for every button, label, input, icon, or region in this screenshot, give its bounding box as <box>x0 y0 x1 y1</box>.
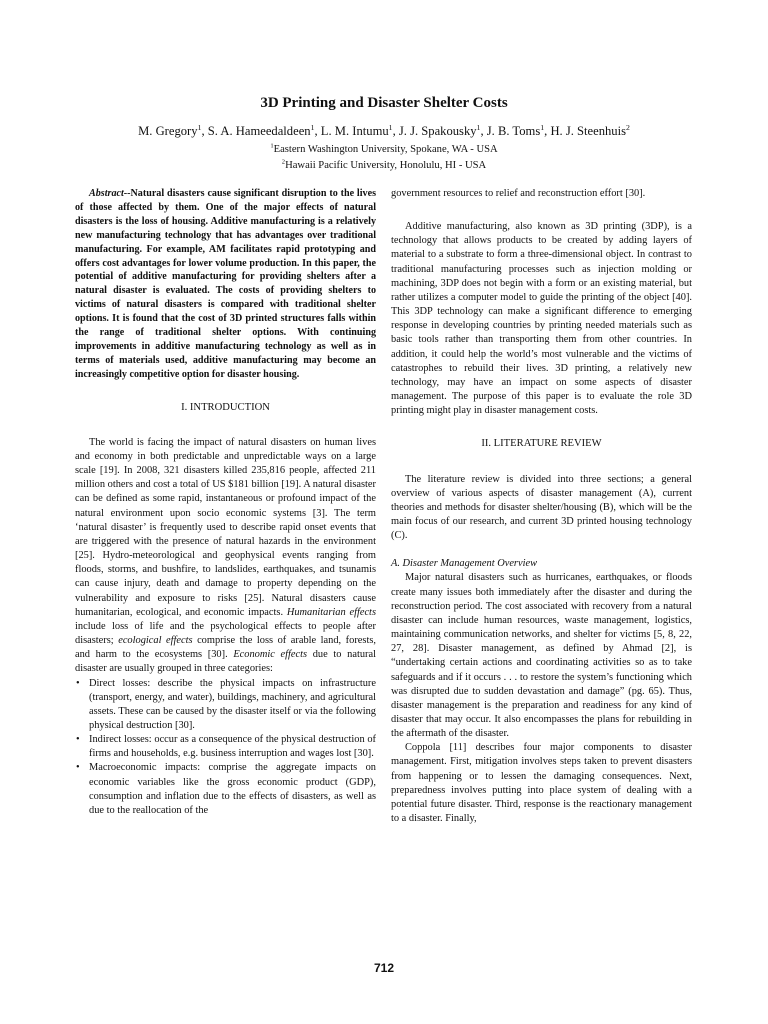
author: J. B. Toms$^1$ <box>486 122 545 138</box>
author: M. Gregory$^1$ <box>138 122 202 138</box>
author-list: M. Gregory$^1$, S. A. Hameedaldeen$^1$, L. M. Intumu$^1$, J. J. Spakousky$^1$, J. B. Toms$^1$, H. J. Steenhuis$^2$ <box>138 122 630 138</box>
subsection-heading: A. Disaster Management Overview <box>391 558 538 570</box>
body-paragraph: The literature review is divided into three sections; a general overview of various aspects of disaster management (A), current theories and methods for disaster shelter/housing (B), which will be the main focus of our research, and current 3D printed housing technology (C). <box>391 473 692 542</box>
affiliation-1: $^1$Eastern Washington University, Spokane, WA - USA <box>270 142 498 155</box>
economic-effects-list <box>75 677 376 819</box>
list-item: • Macroeconomic impacts: comprise the aggregate impacts on economic variables like the gross economic product (GDP), consumption and inflation due to the effects of disasters, as well as due to the reallocation of the <box>75 761 376 818</box>
continued-paragraph: government resources to relief and reconstruction effort [30]. <box>391 188 646 199</box>
page-number: 712 <box>373 961 395 975</box>
author: H. J. Steenhuis$^2$ <box>550 122 630 138</box>
intro-paragraph: The world is facing the impact of natural disasters on human lives and economy in both predictable and unpredictable ways on a large scale [19]. In 2008, 321 disasters killed 235,816 people, affected 211 million others and cost a total of US $181 billion [19]. A natural disaster can be defined as some rapid, instantaneous or profound impact of the natural environment upon socio economic systems [3]. The term ‘natural disaster’ is frequently used to describe rapid onset events that are triggered with the presence of natural hazards in the environment [25]. Hydro-meteorological and geophysical events ranging from floods, storms, and bushfire, to landslides, earthquakes, and tsunamis can cause injury, death and damage to property depending on the vulnerability and exposure to risks [25]. Natural disasters cause humanitarian, ecological, and economic impacts. Humanitarian effects include loss of life and the psychological effects to people after disasters; ecological effects comprise the loss of arable land, forests, and harm to the ecosystems [30]. Economic effects due to natural disaster are usually grouped in three categories: <box>75 436 376 675</box>
list-item: • Indirect losses: occur as a consequence of the physical destruction of firms and households, e.g. business interruption and wages lost [30]. <box>75 733 376 761</box>
affiliation-2: $^2$Hawaii Pacific University, Honolulu, HI - USA <box>281 158 487 171</box>
author: S. A. Hameedaldeen$^1$ <box>207 122 315 138</box>
author: J. J. Spakousky$^1$ <box>398 122 481 138</box>
left-column <box>75 187 376 818</box>
body-paragraph: Additive manufacturing, also known as 3D printing (3DP), is a technology that allows products to be created by adding layers of material to a substrate to form a three-dimensional object. In contrast to traditional manufacturing processes such as injection molding or machining, 3DP does not begin with a form or an existing material, but rather utilizes a computer model to guide the printing of the object [40]. This 3DP technology can make a significant difference to emerging response in developing countries by printing needed materials such as basic tools rather than transporting them from other countries. In addition, it could help the world’s most vulnerable and the victims of catastrophes to rebuild their lives. 3D printing, a relatively new technology, may have an impact on some aspects of disaster management. The purpose of this paper is to evaluate the role 3D printing might play in disaster management costs. <box>391 221 692 417</box>
right-column <box>391 187 692 826</box>
paper-title: 3D Printing and Disaster Shelter Costs <box>260 95 508 111</box>
author: L. M. Intumu$^1$ <box>320 122 393 138</box>
body-paragraph: Coppola [11] describes four major components to disaster management. First, mitigation involves steps taken to prevent disasters from happening or to lessen the damaging consequences. Next, preparedness involves putting into place system of dealing with a potential future disaster. Third, response is the reactionary management to a disaster. Finally, <box>391 742 692 825</box>
abstract: Abstract--Natural disasters cause significant disruption to the lives of those affected by them. One of the major effects of natural disasters is the loss of housing. Additive manufacturing is a relatively new manufacturing technology that has advantages over traditional manufacturing. For example, AM facilitates rapid prototyping and offers cost advantages for lower volume production. In this paper, the potential of additive manufacturing for providing shelters after a natural disaster is evaluated. The costs of providing shelters to victims of natural disasters is compared with traditional shelter options. It is found that the cost of 3D printed structures falls within the range of traditional shelter options. With continuing improvements in additive manufacturing technology as well as in terms of materials used, additive manufacturing may become an increasingly competitive option for disaster housing. <box>75 188 376 380</box>
section-heading-literature-review: II. LITERATURE REVIEW <box>481 438 602 450</box>
body-paragraph: Major natural disasters such as hurricanes, earthquakes, or floods create many issues both immediately after the disaster and during the reconstruction period. The cost associated with recovery from a natural disaster can include human resources, waste management, logistics, maintaining communication networks, and shelter for victims [5, 8, 22, 27, 28]. Disaster management, as defined by Ahmad [2], is “undertaking certain actions and coordinating activities so as to take safeguards and if it occurs . . . to restore the system’s functioning which was disrupted due to sudden devastation and damage” (pg. 65). Thus, disaster management is the preparation and readiness for any kind of disaster that may occur. It also encompasses the plans for rebuilding in the aftermath of the disaster. <box>391 572 692 740</box>
section-heading-introduction: I. INTRODUCTION <box>181 401 270 413</box>
list-item: • Direct losses: describe the physical impacts on infrastructure (transport, energy, and water), buildings, machinery, and agricultural assets. These can be caused by the disaster itself or via the following physical destruction [30]. <box>75 677 376 734</box>
abstract-label: Abstract <box>89 188 124 199</box>
